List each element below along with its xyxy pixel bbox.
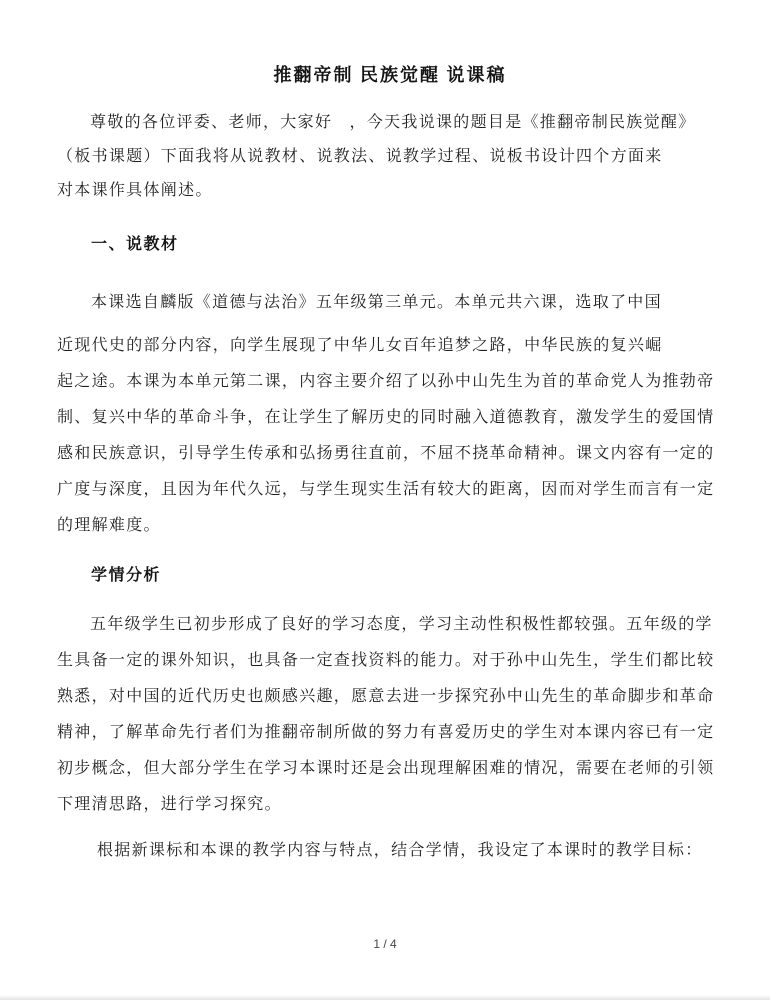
text-line: 广度与深度，且因为年代久远，与学生现实生活有较大的距离，因而对学生而言有一定 bbox=[57, 481, 715, 498]
learner-analysis-paragraph bbox=[57, 607, 725, 823]
text-line: 下理清思路，进行学习探究。 bbox=[57, 796, 282, 813]
document-title: 推翻帝制 民族觉醒 说课稿 bbox=[273, 65, 507, 85]
text-line: 生具备一定的课外知识，也具备一定查找资料的能力。对于孙中山先生，学生们都比较 bbox=[57, 652, 715, 669]
text-line: 起之途。本课为本单元第二课，内容主要介绍了以孙中山先生为首的革命党人为推勃帝 bbox=[57, 373, 715, 390]
closing-paragraph bbox=[57, 833, 725, 869]
page-number-indicator: 1 / 4 bbox=[373, 937, 397, 951]
text-line: 五年级学生已初步形成了良好的学习态度，学习主动性积极性都较强。五年级的学 bbox=[90, 616, 713, 633]
text-line: 制、复兴中华的革命斗争，在让学生了解历史的同时融入道德教育，激发学生的爱国情 bbox=[57, 409, 715, 426]
section-heading-shuo-jiaocai: 一、说教材 bbox=[91, 236, 179, 253]
text-line: 根据新课标和本课的教学内容与特点，结合学情，我设定了本课时的教学目标： bbox=[97, 842, 703, 859]
text-line: 本课选自麟版《道德与法治》五年级第三单元。本单元共六课，选取了中国 bbox=[91, 294, 662, 311]
textbook-paragraph-body bbox=[57, 328, 725, 544]
text-line: 感和民族意识，引导学生传承和弘扬勇往直前，不屈不挠革命精神。课文内容有一定的 bbox=[57, 445, 715, 462]
text-line: 对本课作具体阐述。 bbox=[57, 182, 213, 199]
textbook-paragraph-first-line bbox=[57, 285, 725, 321]
text-line: 精神，了解革命先行者们为推翻帝制所做的努力有喜爱历史的学生对本课内容已有一定 bbox=[57, 724, 715, 741]
text-line: 初步概念，但大部分学生在学习本课时还是会出现理解困难的情况，需要在老师的引领 bbox=[57, 760, 715, 777]
text-line: 尊敬的各位评委、老师，大家好 ，今天我说课的题目是《推翻帝制民族觉醒》 bbox=[90, 114, 696, 131]
text-line: 近现代史的部分内容，向学生展现了中华儿女百年追梦之路，中华民族的复兴崛 bbox=[57, 337, 663, 354]
page-bottom-shadow bbox=[0, 995, 770, 1000]
intro-paragraph bbox=[57, 106, 725, 208]
text-line: 的理解难度。 bbox=[57, 517, 161, 534]
section-heading-xueqing-fenxi: 学情分析 bbox=[91, 567, 162, 584]
text-line: （板书课题）下面我将从说教材、说教法、说教学过程、说板书设计四个方面来 bbox=[57, 148, 663, 165]
text-line: 熟悉，对中国的近代历史也颇感兴趣，愿意去进一步探究孙中山先生的革命脚步和革命 bbox=[57, 688, 715, 705]
